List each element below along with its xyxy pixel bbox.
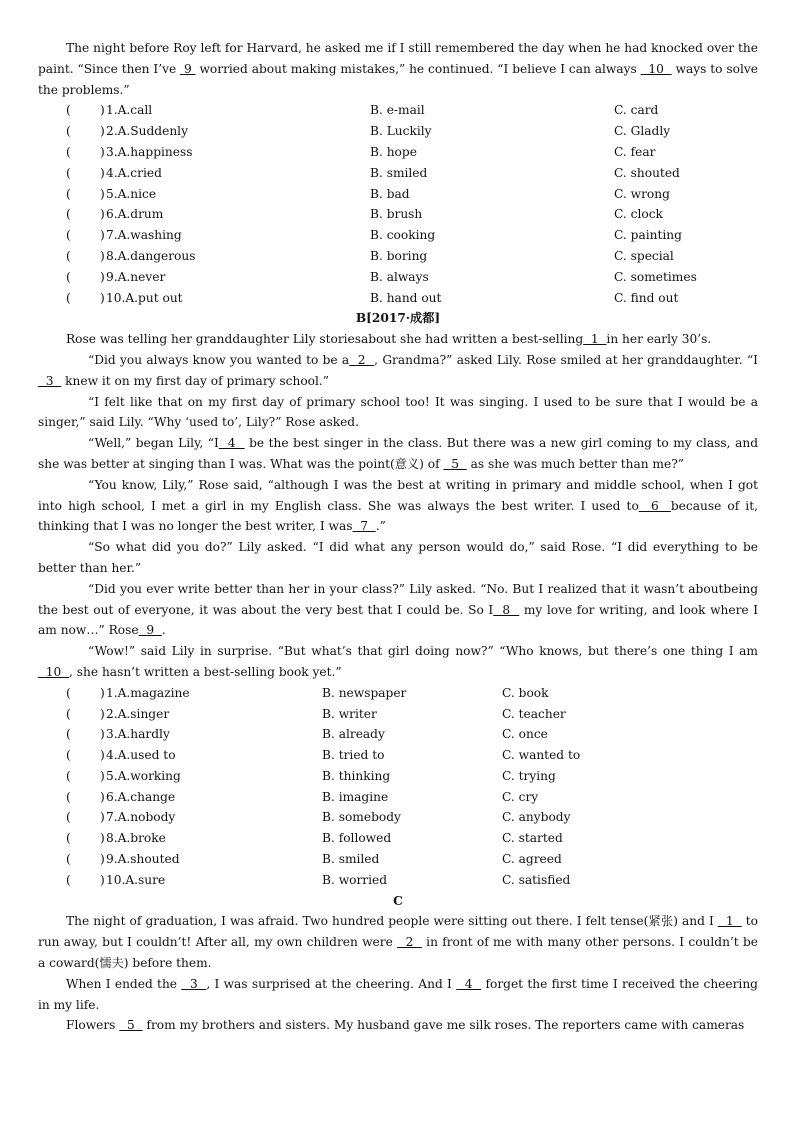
answer-bracket[interactable]: ( — [66, 290, 71, 305]
option-c: C. once — [502, 727, 548, 742]
answer-bracket[interactable]: ( — [66, 872, 71, 887]
option-a: 4.A.cried — [106, 165, 162, 180]
answer-bracket[interactable]: ( — [66, 269, 71, 284]
passage-paragraph: “So what did you do?” Lily asked. “I did what any person would do,” said Rose. “I did everything to be better than her.” — [38, 540, 758, 575]
option-b: B. tried to — [322, 748, 385, 763]
option-c: C. find out — [614, 290, 679, 305]
option-row: ( ) 3.A.hardly B. already C. once — [38, 724, 758, 745]
passage-paragraph: Rose was telling her granddaughter Lily storiesabout she had written a best-selling 1 in her early 30’s. — [66, 332, 712, 347]
passage-a-tail: The night before Roy left for Harvard, he asked me if I still remembered the day when he had knocked over the paint. “Since then I’ve 9 worried about making mistakes,” he continued. “I believe I can always 10 ways to solve the problems.” — [38, 41, 758, 97]
blank-1: 1 — [717, 914, 742, 929]
option-row: ( ) 2.A.Suddenly B. Luckily C. Gladly — [38, 121, 758, 142]
blank-5: 5 — [119, 1018, 143, 1033]
section-c-heading: C — [393, 893, 403, 908]
option-b: B. newspaper — [322, 685, 407, 700]
option-a: 2.A.Suddenly — [106, 124, 188, 139]
option-row: ( ) 1.A.magazine B. newspaper C. book — [38, 683, 758, 704]
passage-paragraph: “You know, Lily,” Rose said, “although I was the best at writing in primary and middle school, when I got into high school, I met a girl in my English class. She was always the best writer. I used to 6 because of it, thinking that I was no longer the best writer, I was 7 .” — [38, 477, 758, 534]
option-b: B. boring — [370, 248, 428, 263]
option-row: ( ) 5.A.nice B. bad C. wrong — [38, 184, 758, 205]
option-c: C. teacher — [502, 706, 566, 721]
option-row: ( ) 6.A.drum B. brush C. clock — [38, 204, 758, 225]
answer-bracket[interactable]: ( — [66, 144, 71, 159]
option-row: ( ) 8.A.broke B. followed C. started — [38, 828, 758, 849]
option-a: 6.A.drum — [106, 207, 164, 222]
option-c: C. book — [502, 685, 549, 700]
option-a: 10.A.sure — [106, 872, 166, 887]
option-b: B. writer — [322, 706, 377, 721]
option-row: ( ) 6.A.change B. imagine C. cry — [38, 787, 758, 808]
option-b: B. somebody — [322, 810, 401, 825]
answer-bracket[interactable]: ( — [66, 810, 71, 825]
option-row: ( ) 4.A.used to B. tried to C. wanted to — [38, 745, 758, 766]
option-row: ( ) 9.A.shouted B. smiled C. agreed — [38, 849, 758, 870]
blank-7: 7 — [352, 519, 376, 534]
option-b: B. already — [322, 727, 385, 742]
option-b: B. bad — [370, 186, 410, 201]
blank-10: 10 — [38, 664, 70, 679]
option-b: B. imagine — [322, 789, 389, 804]
option-b: B. smiled — [322, 852, 380, 867]
answer-bracket[interactable]: ( — [66, 706, 71, 721]
answer-bracket[interactable]: ( — [66, 103, 71, 118]
blank-1: 1 — [583, 332, 607, 347]
blank-3: 3 — [181, 976, 207, 991]
section-c-passage — [38, 911, 758, 1036]
option-row: ( ) 3.A.happiness B. hope C. fear — [38, 142, 758, 163]
option-c: C. special — [614, 248, 674, 263]
option-b: B. hand out — [370, 290, 442, 305]
worksheet-page — [38, 38, 758, 1036]
option-c: C. trying — [502, 768, 556, 783]
option-row: ( ) 5.A.working B. thinking C. trying — [38, 766, 758, 787]
answer-bracket[interactable]: ( — [66, 228, 71, 243]
answer-bracket[interactable]: ( — [66, 124, 71, 139]
option-a: 1.A.call — [106, 103, 153, 118]
answer-bracket[interactable]: ( — [66, 685, 71, 700]
option-a: 3.A.happiness — [106, 144, 193, 159]
answer-bracket[interactable]: ( — [66, 248, 71, 263]
answer-bracket[interactable]: ( — [66, 831, 71, 846]
blank-8: 8 — [493, 602, 520, 617]
answer-bracket[interactable]: ( — [66, 768, 71, 783]
option-a: 7.A.nobody — [106, 810, 176, 825]
passage-paragraph: “Did you always know you wanted to be a 2 , Grandma?” asked Lily. Rose smiled at her granddaughter. “I 3 knew it on my first day of primary school.” — [38, 352, 758, 388]
option-b: B. thinking — [322, 768, 391, 783]
blank-9: 9 — [138, 623, 162, 638]
option-c: C. sometimes — [614, 269, 697, 284]
blank-4: 4 — [218, 436, 245, 451]
answer-bracket[interactable]: ( — [66, 727, 71, 742]
option-b: B. Luckily — [370, 124, 432, 139]
section-b-heading: B[2017·成都] — [355, 311, 441, 326]
option-b: B. hope — [370, 144, 417, 159]
option-a: 3.A.hardly — [106, 727, 170, 742]
passage-paragraph: “Well,” began Lily, “I 4 be the best singer in the class. But there was a new girl coming to my class, and she was better at singing than I was. What was the point(意义) of 5 as she was much better than me?” — [38, 436, 758, 471]
option-row: ( ) 9.A.never B. always C. sometimes — [38, 267, 758, 288]
option-b: B. cooking — [370, 228, 436, 243]
option-row: ( ) 10.A.sure B. worried C. satisfied — [38, 870, 758, 891]
option-c: C. shouted — [614, 165, 680, 180]
option-a: 5.A.working — [106, 768, 181, 783]
blank-9: 9 — [180, 61, 196, 76]
option-row: ( ) 7.A.nobody B. somebody C. anybody — [38, 807, 758, 828]
passage-paragraph: Flowers 5 from my brothers and sisters. My husband gave me silk roses. The reporters came with cameras — [66, 1018, 745, 1033]
option-a: 9.A.never — [106, 269, 166, 284]
blank-2: 2 — [349, 352, 375, 367]
option-a: 5.A.nice — [106, 186, 157, 201]
option-b: B. always — [370, 269, 429, 284]
blank-6: 6 — [638, 498, 671, 513]
answer-bracket[interactable]: ( — [66, 748, 71, 763]
option-a: 10.A.put out — [106, 290, 183, 305]
blank-2: 2 — [397, 935, 422, 950]
option-a: 9.A.shouted — [106, 852, 180, 867]
option-row: ( ) 1.A.call B. e-mail C. card — [38, 100, 758, 121]
option-c: C. wrong — [614, 186, 670, 201]
option-c: C. clock — [614, 207, 663, 222]
passage-paragraph: When I ended the 3 , I was surprised at the cheering. And I 4 forget the first time I received the cheering in my life. — [38, 976, 758, 1012]
option-b: B. e-mail — [370, 103, 425, 118]
option-a: 4.A.used to — [106, 748, 176, 763]
answer-bracket[interactable]: ( — [66, 165, 71, 180]
option-c: C. anybody — [502, 810, 571, 825]
option-c: C. started — [502, 831, 563, 846]
option-c: C. wanted to — [502, 748, 581, 763]
answer-bracket[interactable]: ( — [66, 789, 71, 804]
passage-paragraph: The night of graduation, I was afraid. Two hundred people were sitting out there. I felt tense(紧张) and I 1 to run away, but I couldn’t! After all, my own children were 2 in front of me with many other persons. I couldn’t be a coward(懦夫) before them. — [38, 914, 758, 971]
option-a: 1.A.magazine — [106, 685, 190, 700]
option-row: ( ) 2.A.singer B. writer C. teacher — [38, 704, 758, 725]
option-b: B. followed — [322, 831, 392, 846]
options-list-a — [38, 100, 758, 308]
option-row: ( ) 4.A.cried B. smiled C. shouted — [38, 163, 758, 184]
option-c: C. agreed — [502, 852, 562, 867]
option-c: C. cry — [502, 789, 539, 804]
option-c: C. card — [614, 103, 659, 118]
answer-bracket[interactable]: ( — [66, 186, 71, 201]
option-c: C. satisfied — [502, 872, 571, 887]
section-b-passage — [38, 329, 758, 683]
passage-paragraph: “I felt like that on my first day of primary school too! It was singing. I used to be sure that I would be a singer,” said Lily. “Why ‘used to’, Lily?” Rose asked. — [38, 394, 758, 430]
blank-10: 10 — [640, 61, 672, 76]
blank-5: 5 — [443, 456, 467, 471]
blank-3: 3 — [38, 373, 62, 388]
passage-paragraph: “Did you ever write better than her in your class?” Lily asked. “No. But I realized that it wasn’t aboutbeing the best out of everyone, it was about the very best that I could be. So I 8 my love for writing, and look where I am now…” Rose 9 . — [38, 581, 759, 638]
option-a: 8.A.broke — [106, 831, 166, 846]
answer-bracket[interactable]: ( — [66, 852, 71, 867]
option-b: B. worried — [322, 872, 388, 887]
option-a: 8.A.dangerous — [106, 248, 196, 263]
passage-paragraph: “Wow!” said Lily in surprise. “But what’s that girl doing now?” “Who knows, but there’s one thing I am 10 , she hasn’t written a best-selling book yet.” — [38, 644, 758, 679]
option-a: 7.A.washing — [106, 228, 182, 243]
option-a: 6.A.change — [106, 789, 176, 804]
blank-4: 4 — [456, 976, 482, 991]
option-c: C. fear — [614, 144, 656, 159]
option-row: ( ) 7.A.washing B. cooking C. painting — [38, 225, 758, 246]
options-list-b — [38, 683, 758, 891]
option-row: ( ) 10.A.put out B. hand out C. find out — [38, 288, 758, 309]
option-c: C. painting — [614, 228, 682, 243]
option-c: C. Gladly — [614, 124, 671, 139]
option-a: 2.A.singer — [106, 706, 170, 721]
answer-bracket[interactable]: ( — [66, 207, 71, 222]
option-b: B. smiled — [370, 165, 428, 180]
option-row: ( ) 8.A.dangerous B. boring C. special — [38, 246, 758, 267]
option-b: B. brush — [370, 207, 423, 222]
